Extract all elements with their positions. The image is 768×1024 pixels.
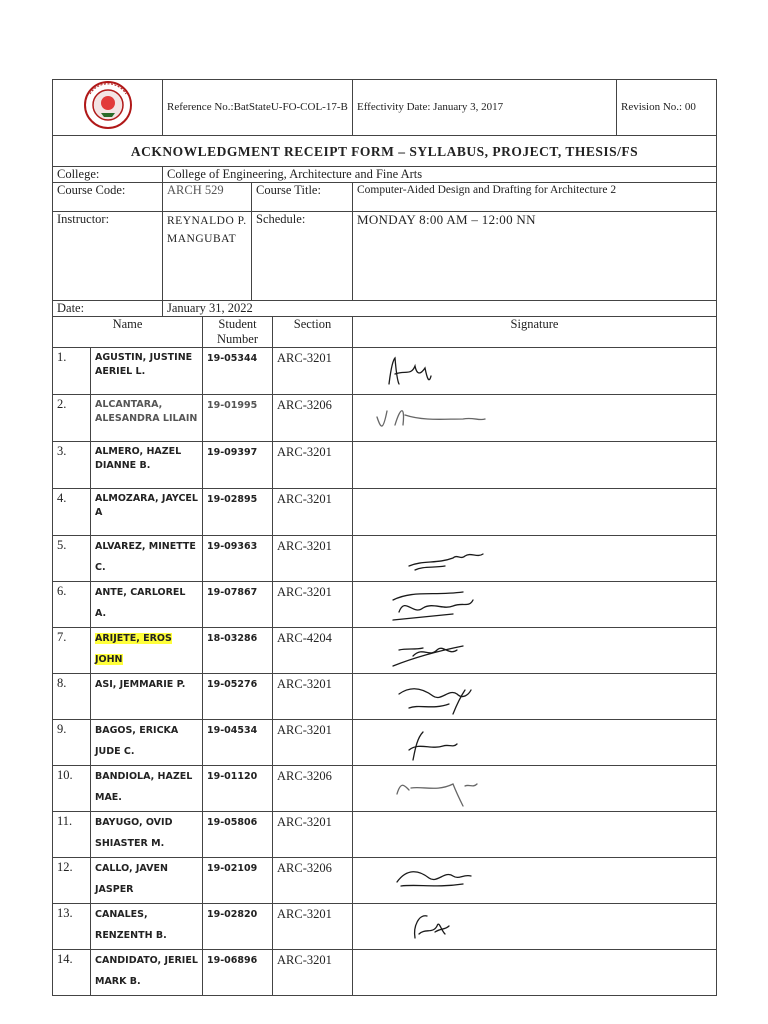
student-name: ANTE, CARLOREL A. bbox=[91, 582, 203, 628]
handwritten-signature-icon bbox=[353, 395, 513, 439]
student-section: ARC-3201 bbox=[273, 348, 353, 395]
student-name: CANALES, RENZENTH B. bbox=[91, 904, 203, 950]
student-section: ARC-3201 bbox=[273, 904, 353, 950]
table-row bbox=[53, 674, 717, 720]
form-title: ACKNOWLEDGMENT RECEIPT FORM – SYLLABUS, PROJECT, THESIS/FS bbox=[53, 136, 717, 167]
course-code-label: Course Code: bbox=[53, 183, 163, 212]
section-column-header: Section bbox=[273, 317, 353, 348]
student-number: 19-09363 bbox=[203, 536, 273, 582]
student-number: 19-04534 bbox=[203, 720, 273, 766]
signature-cell bbox=[353, 674, 717, 720]
student-number: 19-02895 bbox=[203, 489, 273, 536]
row-number: 11. bbox=[53, 812, 91, 858]
student-number: 19-05276 bbox=[203, 674, 273, 720]
row-number: 14. bbox=[53, 950, 91, 996]
signature-cell bbox=[353, 628, 717, 674]
student-name: BAYUGO, OVID SHIASTER M. bbox=[91, 812, 203, 858]
student-section: ARC-3201 bbox=[273, 536, 353, 582]
handwritten-signature-icon bbox=[353, 582, 513, 626]
handwritten-signature-icon bbox=[353, 766, 513, 810]
effectivity-date: Effectivity Date: January 3, 2017 bbox=[353, 80, 617, 136]
college-label: College: bbox=[53, 167, 163, 183]
student-section: ARC-3201 bbox=[273, 674, 353, 720]
row-number: 2. bbox=[53, 395, 91, 442]
student-name: AGUSTIN, JUSTINE AERIEL L. bbox=[91, 348, 203, 395]
student-name: ALCANTARA, ALESANDRA LILAIN bbox=[91, 395, 203, 442]
student-number: 19-01120 bbox=[203, 766, 273, 812]
signature-cell bbox=[353, 582, 717, 628]
row-number: 9. bbox=[53, 720, 91, 766]
student-section: ARC-3201 bbox=[273, 442, 353, 489]
student-section: ARC-3201 bbox=[273, 812, 353, 858]
revision-number: Revision No.: 00 bbox=[617, 80, 717, 136]
logo-cell bbox=[53, 80, 163, 136]
student-number: 19-06896 bbox=[203, 950, 273, 996]
signature-cell bbox=[353, 489, 717, 536]
student-number: 19-02820 bbox=[203, 904, 273, 950]
course-code-value: ARCH 529 bbox=[163, 183, 252, 212]
row-number: 10. bbox=[53, 766, 91, 812]
instructor-label: Instructor: bbox=[53, 212, 163, 301]
student-section: ARC-3201 bbox=[273, 489, 353, 536]
student-name: BAGOS, ERICKA JUDE C. bbox=[91, 720, 203, 766]
handwritten-signature-icon bbox=[353, 628, 513, 672]
student-number: 18-03286 bbox=[203, 628, 273, 674]
handwritten-signature-icon bbox=[353, 674, 513, 718]
table-row bbox=[53, 766, 717, 812]
table-row bbox=[53, 950, 717, 996]
date-label: Date: bbox=[53, 301, 163, 317]
student-name: CALLO, JAVEN JASPER bbox=[91, 858, 203, 904]
row-number: 4. bbox=[53, 489, 91, 536]
student-section: ARC-4204 bbox=[273, 628, 353, 674]
student-section: ARC-3201 bbox=[273, 720, 353, 766]
handwritten-signature-icon bbox=[353, 536, 513, 580]
handwritten-signature-icon bbox=[353, 348, 513, 392]
student-section: ARC-3206 bbox=[273, 766, 353, 812]
table-row bbox=[53, 489, 717, 536]
table-row bbox=[53, 395, 717, 442]
date-value: January 31, 2022 bbox=[163, 301, 717, 317]
student-name: ALMERO, HAZEL DIANNE B. bbox=[91, 442, 203, 489]
college-value: College of Engineering, Architecture and Fine Arts bbox=[163, 167, 717, 183]
acknowledgment-form bbox=[52, 79, 716, 987]
signature-cell bbox=[353, 950, 717, 996]
table-row bbox=[53, 348, 717, 395]
table-row bbox=[53, 582, 717, 628]
student-section: ARC-3206 bbox=[273, 858, 353, 904]
reference-number: Reference No.:BatStateU-FO-COL-17-B bbox=[163, 80, 353, 136]
name-column-header: Name bbox=[53, 317, 203, 348]
university-seal-icon bbox=[68, 80, 148, 130]
row-number: 13. bbox=[53, 904, 91, 950]
student-name: ALVAREZ, MINETTE C. bbox=[91, 536, 203, 582]
signature-cell bbox=[353, 812, 717, 858]
course-title-label: Course Title: bbox=[252, 183, 353, 212]
row-number: 5. bbox=[53, 536, 91, 582]
row-number: 1. bbox=[53, 348, 91, 395]
table-row bbox=[53, 812, 717, 858]
student-section: ARC-3201 bbox=[273, 582, 353, 628]
signature-cell bbox=[353, 858, 717, 904]
table-row bbox=[53, 442, 717, 489]
handwritten-signature-icon bbox=[353, 904, 513, 948]
form-table bbox=[52, 79, 717, 996]
signature-cell bbox=[353, 766, 717, 812]
signature-column-header: Signature bbox=[353, 317, 717, 348]
table-row bbox=[53, 536, 717, 582]
schedule-label: Schedule: bbox=[252, 212, 353, 301]
handwritten-signature-icon bbox=[353, 858, 513, 902]
signature-cell bbox=[353, 536, 717, 582]
student-list bbox=[53, 348, 717, 996]
row-number: 12. bbox=[53, 858, 91, 904]
table-row bbox=[53, 628, 717, 674]
signature-cell bbox=[353, 904, 717, 950]
row-number: 8. bbox=[53, 674, 91, 720]
row-number: 7. bbox=[53, 628, 91, 674]
student-number: 19-01995 bbox=[203, 395, 273, 442]
signature-cell bbox=[353, 395, 717, 442]
handwritten-signature-icon bbox=[353, 720, 513, 764]
student-name: ARIJETE, EROS JOHN bbox=[91, 628, 203, 674]
table-row bbox=[53, 858, 717, 904]
student-name: BANDIOLA, HAZEL MAE. bbox=[91, 766, 203, 812]
student-section: ARC-3206 bbox=[273, 395, 353, 442]
student-number: 19-09397 bbox=[203, 442, 273, 489]
student-name: CANDIDATO, JERIEL MARK B. bbox=[91, 950, 203, 996]
schedule-value: MONDAY 8:00 AM – 12:00 NN bbox=[353, 212, 717, 301]
row-number: 3. bbox=[53, 442, 91, 489]
student-name: ALMOZARA, JAYCEL A bbox=[91, 489, 203, 536]
row-number: 6. bbox=[53, 582, 91, 628]
student-number: 19-02109 bbox=[203, 858, 273, 904]
signature-cell bbox=[353, 442, 717, 489]
signature-cell bbox=[353, 348, 717, 395]
signature-cell bbox=[353, 720, 717, 766]
student-number: 19-07867 bbox=[203, 582, 273, 628]
course-title-value: Computer-Aided Design and Drafting for Architecture 2 bbox=[353, 183, 717, 212]
table-row bbox=[53, 904, 717, 950]
student-number: 19-05806 bbox=[203, 812, 273, 858]
student-number: 19-05344 bbox=[203, 348, 273, 395]
student-section: ARC-3201 bbox=[273, 950, 353, 996]
instructor-value: REYNALDO P. MANGUBAT bbox=[163, 212, 252, 301]
student-number-column-header: Student Number bbox=[203, 317, 273, 348]
table-row bbox=[53, 720, 717, 766]
student-name: ASI, JEMMARIE P. bbox=[91, 674, 203, 720]
